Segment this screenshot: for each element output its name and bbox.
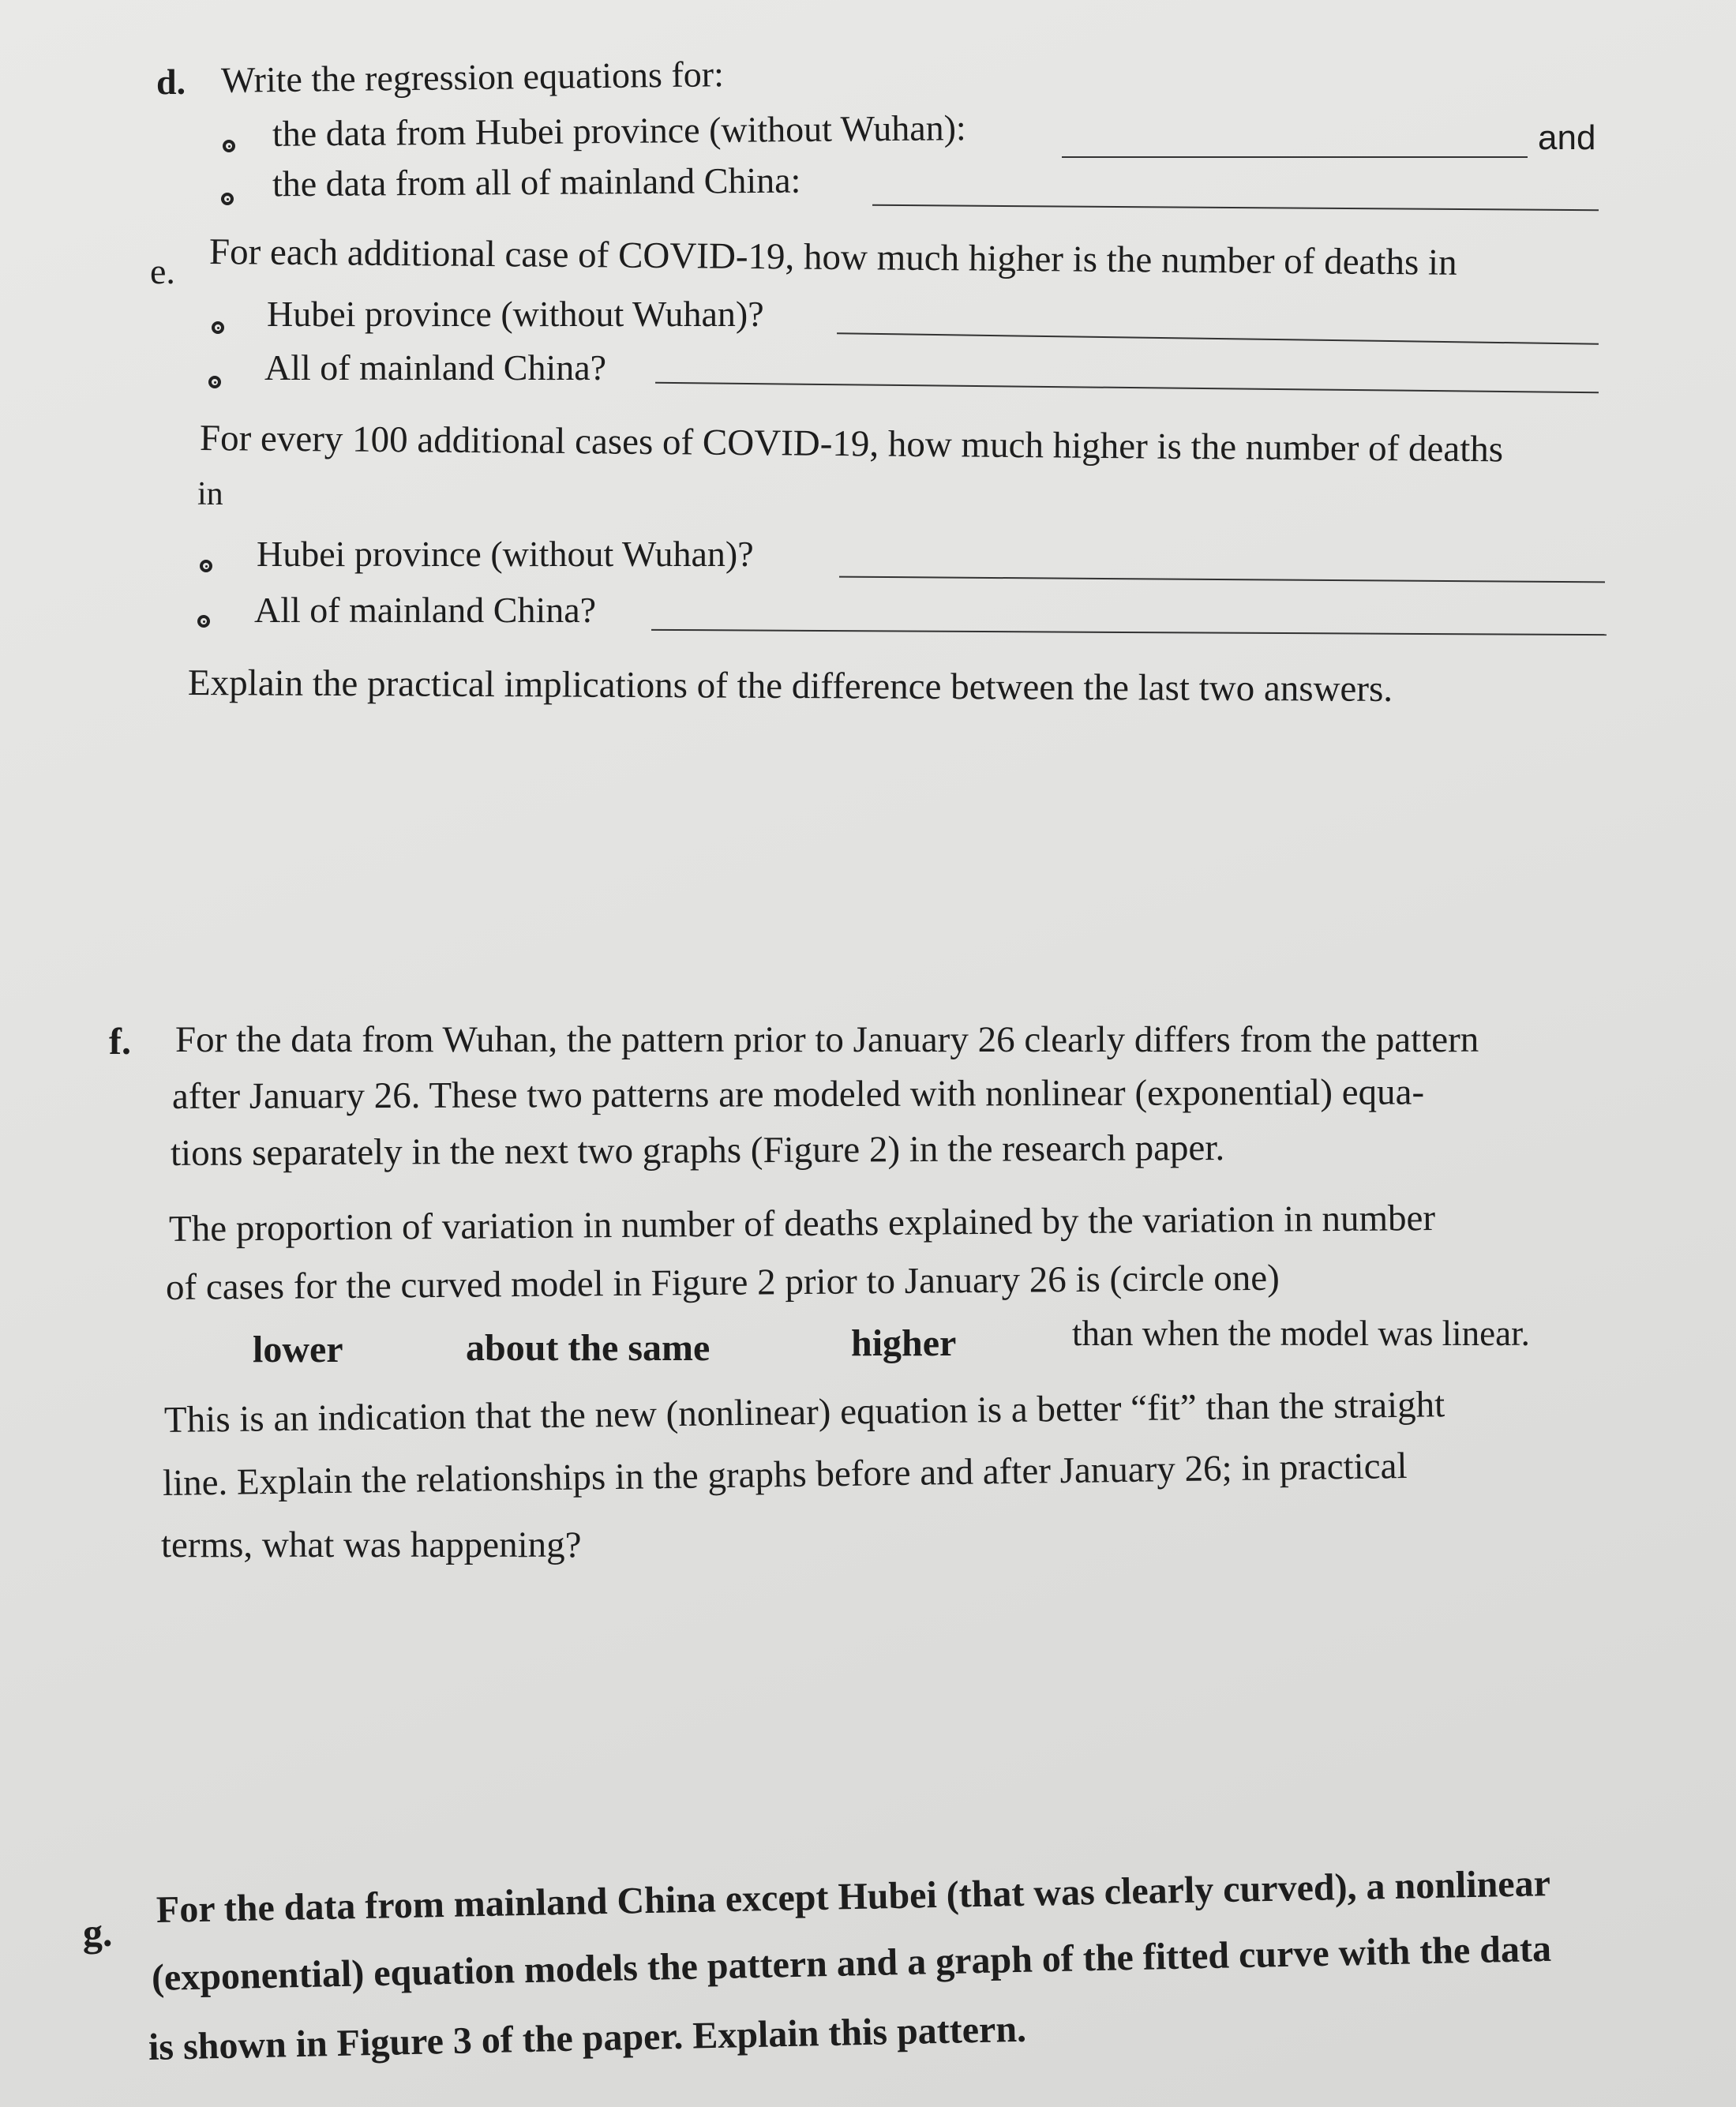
section-e-item-1: Hubei province (without Wuhan)?: [267, 294, 764, 334]
section-f-line-6: This is an indication that the new (nonlinear) equation is a better “fit” than the straight: [163, 1384, 1445, 1441]
bullet-icon: [197, 615, 210, 628]
section-f-line-1: For the data from Wuhan, the pattern prior to January 26 clearly differs from the pattern: [175, 1019, 1479, 1060]
section-e-prompt: For each additional case of COVID-19, how much higher is the number of deaths in: [208, 231, 1457, 283]
bullet-icon: [223, 140, 235, 152]
answer-space[interactable]: [158, 726, 1626, 987]
section-g-line-2: (exponential) equation models the pattern and a graph of the fitted curve with the data: [151, 1927, 1552, 1999]
section-g-line-3: is shown in Figure 3 of the paper. Explain this pattern.: [148, 2008, 1027, 2068]
section-d-letter: d.: [156, 62, 186, 102]
option-lower[interactable]: lower: [253, 1329, 343, 1370]
bullet-icon: [208, 376, 221, 388]
bullet-icon: [221, 193, 234, 205]
section-d-prompt: Write the regression equations for:: [220, 54, 725, 100]
section-g-letter: g.: [83, 1910, 113, 1955]
section-e-item2-1: Hubei province (without Wuhan)?: [257, 534, 754, 574]
section-d-item-1: the data from Hubei province (without Wuhan):: [272, 107, 966, 154]
options-suffix: than when the model was linear.: [1072, 1314, 1530, 1353]
section-e-explain: Explain the practical implications of the difference between the last two answers.: [187, 662, 1393, 710]
answer-space[interactable]: [158, 1587, 1626, 1824]
section-f-line-2: after January 26. These two patterns are modeled with nonlinear (exponential) equa-: [171, 1071, 1425, 1117]
section-d-item-2: the data from all of mainland China:: [272, 159, 801, 204]
option-higher[interactable]: higher: [851, 1322, 957, 1364]
section-e-item-2: All of mainland China?: [264, 347, 607, 388]
section-e-prompt2: For every 100 additional cases of COVID-19, how much higher is the number of deaths: [199, 418, 1504, 471]
section-d-item-1-suffix: and: [1538, 118, 1596, 157]
option-about-the-same[interactable]: about the same: [466, 1327, 711, 1369]
answer-blank[interactable]: [651, 629, 1607, 635]
bullet-icon: [200, 560, 212, 572]
section-e-item2-2: All of mainland China?: [254, 590, 597, 630]
section-f-line-3: tions separately in the next two graphs (Figure 2) in the research paper.: [170, 1127, 1225, 1174]
answer-blank[interactable]: [655, 382, 1599, 394]
bullet-icon: [212, 321, 224, 334]
section-e-letter: e.: [150, 251, 175, 291]
section-f-line-4: The proportion of variation in number of deaths explained by the variation in number: [168, 1198, 1436, 1250]
section-e-prompt2-cont: in: [197, 476, 223, 512]
section-f-line-5: of cases for the curved model in Figure 2 prior to January 26 is (circle one): [165, 1257, 1280, 1308]
section-f-letter: f.: [109, 1021, 131, 1063]
answer-blank[interactable]: [1062, 156, 1528, 158]
answer-blank[interactable]: [839, 576, 1605, 583]
section-f-line-7: line. Explain the relationships in the graphs before and after January 26; in practical: [162, 1445, 1408, 1504]
section-g-line-1: For the data from mainland China except Hubei (that was clearly curved), a nonlinear: [156, 1862, 1551, 1931]
section-f-line-8: terms, what was happening?: [161, 1524, 582, 1565]
answer-blank[interactable]: [872, 204, 1599, 211]
answer-blank[interactable]: [837, 332, 1599, 344]
